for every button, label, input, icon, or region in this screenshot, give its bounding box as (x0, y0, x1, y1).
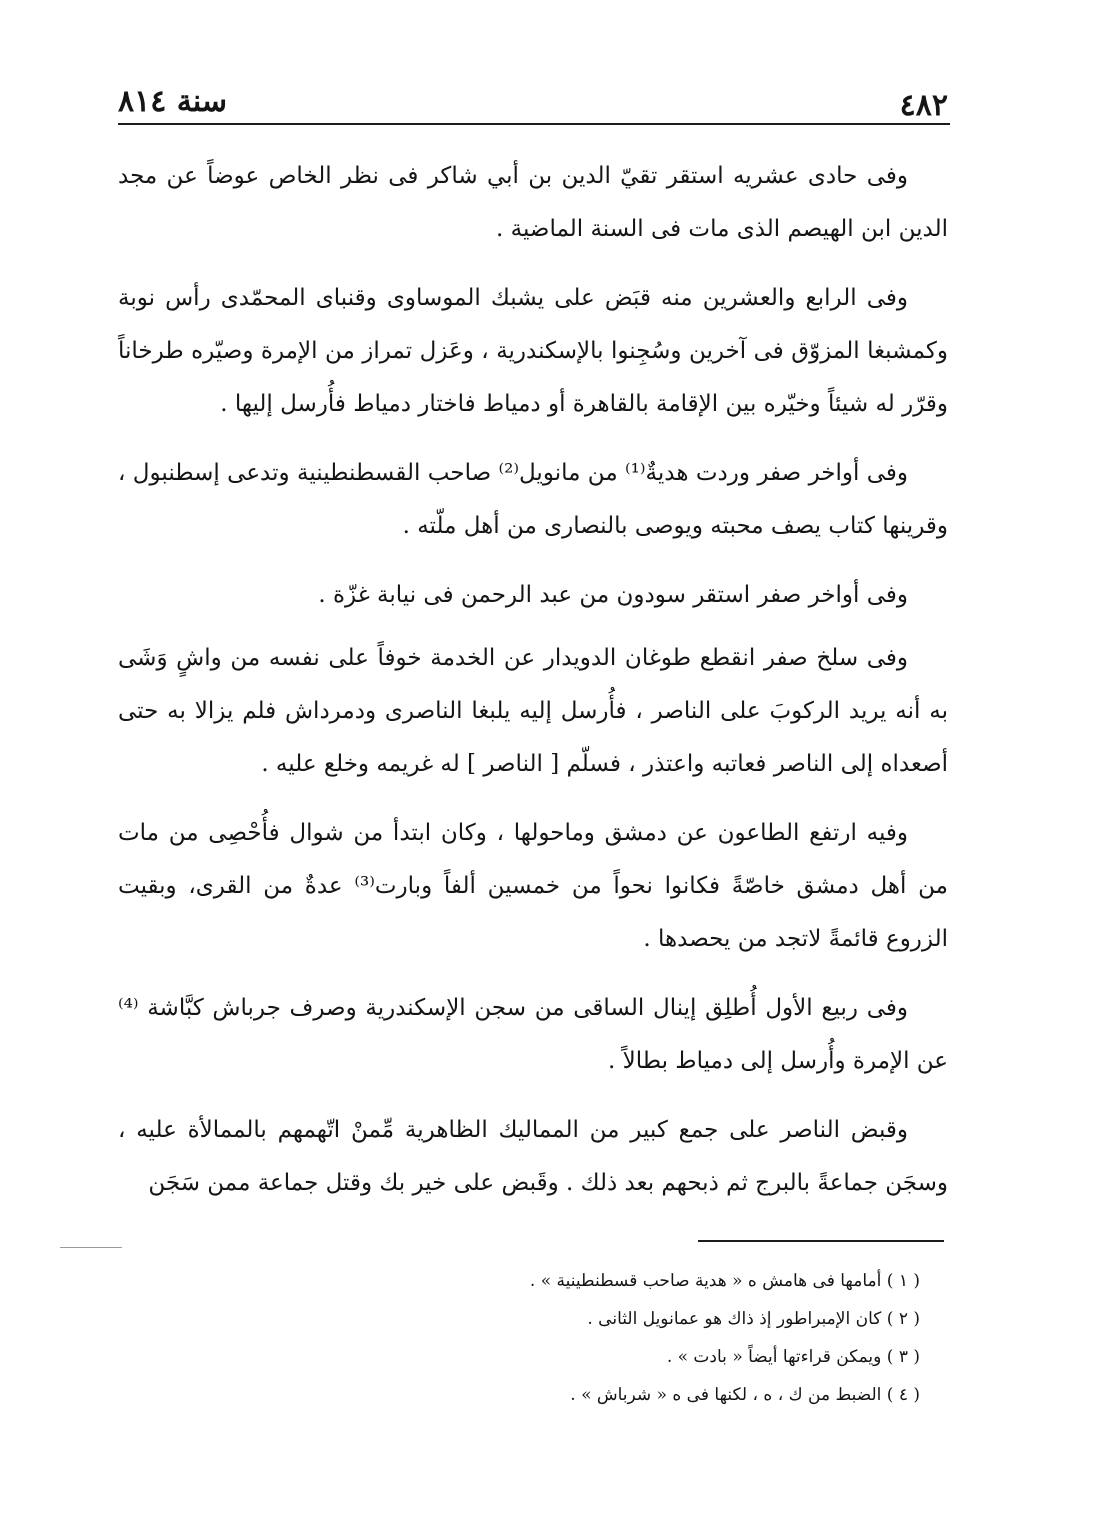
footnote: ( ١ ) أمامها فى هامش ه « هدية صاحب قسطنطينية » . (529, 1271, 920, 1291)
paragraph: وفى حادى عشريه استقر تقيّ الدين بن أبي شاكر فى نظر الخاص عوضاً عن مجد الدين ابن الهيصم الذى مات فى السنة الماضية . (118, 163, 948, 242)
paragraph: وفى الرابع والعشرين منه قبَض على يشبك الموساوى وقنباى المحمّدى رأس نوبة وكمشبغا المزوّق فى آخرين وسُجِنوا بالإسكندرية ، وعَزل تمراز من الإمرة وصيّره طرخاناً وقرّر له شيئاً وخيّره بين الإقامة بالقاهرة أو دمياط فاختار دمياط فأُرسل إليها . (118, 285, 948, 417)
footnote: ( ٣ ) ويمكن قراءتها أيضاً « بادت » . (666, 1347, 920, 1367)
running-head (118, 78, 948, 126)
footnote-rule (698, 1240, 944, 1242)
paragraph: وفيه ارتفع الطاعون عن دمشق وماحولها ، وكان ابتدأ من شوال فأُحْصِى من مات من أهل دمشق خاصّةً فكانوا نحواً من خمسين ألفاً وبارت⁽³⁾ عدةٌ من القرى، وبقيت الزروع قائمةً لاتجد من يحصدها . (118, 820, 948, 952)
page-number: ٤٨٢ (899, 88, 948, 123)
paragraph: وقبض الناصر على جمع كبير من المماليك الظاهرية مِّمنْ اتّهمهم بالممالأة عليه ، وسجَن جماعةً بالبرج ثم ذبحهم بعد ذلك . وقَبض على خير بك وقتل جماعة ممن سَجَن (118, 1117, 948, 1196)
scan-edge-mark (60, 1247, 122, 1248)
paragraph: وفى سلخ صفر انقطع طوغان الدويدار عن الخدمة خوفاً على نفسه من واشٍ وَشَى به أنه يريد الركوبَ على الناصر ، فأُرسل إليه يلبغا الناصرى ودمرداش فلم يزالا به حتى أصعداه إلى الناصر فعاتبه واعتذر ، فسلّم [ الناصر ] له غريمه وخلع عليه . (118, 645, 948, 777)
footnote: ( ٤ ) الضبط من ك ، ه ، لكنها فى ه « شرباش » . (570, 1385, 920, 1405)
footnotes (300, 1262, 920, 1414)
year-label: سنة ٨١٤ (118, 84, 228, 119)
paragraph: وفى أواخر صفر وردت هديةٌ⁽¹⁾ من مانويل⁽²⁾ صاحب القسطنطينية وتدعى إسطنبول ، وقرينها كتاب يصف محبته ويوصى بالنصارى من أهل ملّته . (118, 460, 948, 539)
footnote: ( ٢ ) كان الإمبراطور إذ ذاك هو عمانويل الثانى . (587, 1309, 920, 1329)
paragraph: وفى ربيع الأول أُطلِق إينال الساقى من سجن الإسكندرية وصرف جرباش كبَّاشة ⁽⁴⁾ عن الإمرة وأُرسل إلى دمياط بطالاً . (118, 995, 948, 1074)
paragraph: وفى أواخر صفر استقر سودون من عبد الرحمن فى نيابة غزّة . (318, 582, 908, 608)
header-rule (118, 123, 950, 125)
body-text (118, 150, 948, 1226)
